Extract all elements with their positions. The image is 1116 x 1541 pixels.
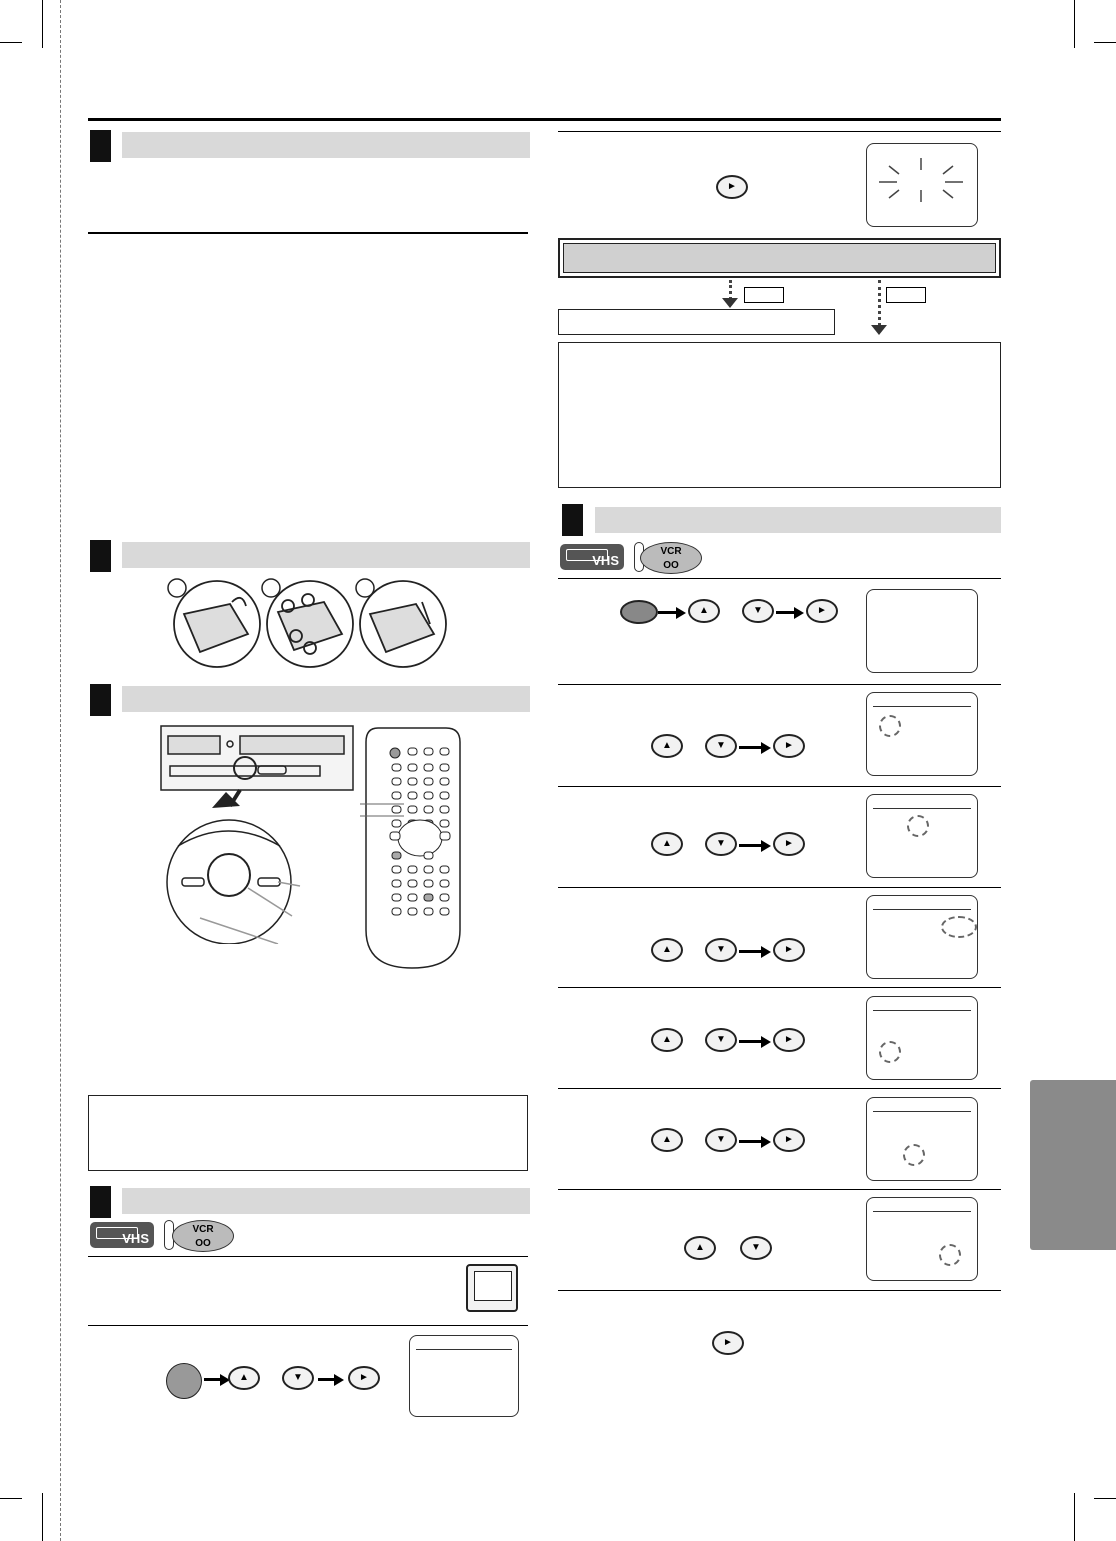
flow-label-left bbox=[744, 287, 784, 303]
battery-step-1 bbox=[172, 582, 182, 593]
tv-screen-menu bbox=[409, 1335, 519, 1417]
tv-screen-step6 bbox=[866, 1097, 978, 1181]
arrow-icon bbox=[739, 844, 763, 847]
step-divider-r1 bbox=[558, 578, 1001, 579]
section-bar-5 bbox=[595, 507, 1001, 533]
up-button[interactable]: ▲ bbox=[651, 832, 683, 856]
tv-screen-flashing bbox=[866, 143, 978, 227]
vcr-mode-icon bbox=[640, 542, 702, 574]
vcr-logo-sub: OO bbox=[195, 1238, 211, 1249]
up-button[interactable]: ▲ bbox=[651, 1028, 683, 1052]
step-divider-r6 bbox=[558, 1088, 1001, 1089]
flow-label-right bbox=[886, 287, 926, 303]
battery-illustration bbox=[160, 574, 460, 670]
flash-icon bbox=[903, 1144, 925, 1166]
fold-guide-line bbox=[60, 0, 61, 1541]
down-button[interactable]: ▼ bbox=[282, 1366, 314, 1390]
play-button[interactable]: ► bbox=[773, 734, 805, 758]
right-top-rule bbox=[558, 131, 1001, 132]
up-button[interactable]: ▲ bbox=[684, 1236, 716, 1260]
remote-control-illustration bbox=[360, 724, 464, 970]
section-bar-3 bbox=[122, 686, 530, 712]
flash-icon bbox=[941, 916, 977, 938]
flash-icon bbox=[907, 815, 929, 837]
step-divider-r2 bbox=[558, 684, 1001, 685]
vhs-logo bbox=[90, 1222, 154, 1248]
tv-screen-step2 bbox=[866, 692, 978, 776]
play-button[interactable]: ► bbox=[773, 1128, 805, 1152]
vhs-logo-text: VHS bbox=[122, 1231, 149, 1246]
play-button[interactable]: ► bbox=[773, 938, 805, 962]
arrow-icon bbox=[318, 1378, 336, 1381]
note-box bbox=[88, 1095, 528, 1171]
play-button[interactable]: ► bbox=[773, 1028, 805, 1052]
up-button[interactable]: ▲ bbox=[651, 938, 683, 962]
down-button[interactable]: ▼ bbox=[742, 599, 774, 623]
arrow-icon bbox=[739, 1040, 763, 1043]
tv-screen-step4 bbox=[866, 895, 978, 979]
down-button[interactable]: ▼ bbox=[705, 832, 737, 856]
crop-mark-tr-v bbox=[1074, 0, 1075, 48]
crop-mark-br-v bbox=[1074, 1493, 1075, 1541]
crop-mark-tl-v bbox=[42, 0, 43, 48]
play-button[interactable]: ► bbox=[806, 599, 838, 623]
vcr-logo-sub: OO bbox=[663, 560, 679, 571]
play-button[interactable]: ► bbox=[773, 832, 805, 856]
down-button[interactable]: ▼ bbox=[705, 734, 737, 758]
flow-detail-box bbox=[558, 342, 1001, 488]
flow-arrow-left bbox=[722, 298, 738, 308]
flow-arrow-right bbox=[871, 325, 887, 335]
battery-step-3 bbox=[360, 582, 370, 593]
vhs-logo bbox=[560, 544, 624, 570]
up-button[interactable]: ▲ bbox=[228, 1366, 260, 1390]
section-bar-4 bbox=[122, 1188, 530, 1214]
menu-button[interactable] bbox=[166, 1363, 202, 1399]
section-marker-5 bbox=[562, 504, 583, 536]
step-divider-r7 bbox=[558, 1189, 1001, 1190]
step-divider-r3 bbox=[558, 786, 1001, 787]
arrow-icon bbox=[658, 611, 678, 614]
arrow-icon bbox=[739, 746, 763, 749]
vcr-front-panel-illustration bbox=[160, 722, 356, 944]
tv-screen-step7 bbox=[866, 1197, 978, 1281]
flow-dotted-right bbox=[878, 280, 881, 326]
step-divider-l2 bbox=[88, 1325, 528, 1326]
crop-mark-bl-h bbox=[0, 1498, 22, 1499]
battery-step-2 bbox=[266, 582, 276, 593]
section-marker-1 bbox=[90, 130, 111, 162]
tv-screen-step3 bbox=[866, 794, 978, 878]
step-divider-l1 bbox=[88, 1256, 528, 1257]
vcr-logo-text: VCR bbox=[192, 1224, 214, 1235]
play-button[interactable]: ► bbox=[348, 1366, 380, 1390]
step-divider-r4 bbox=[558, 887, 1001, 888]
arrow-icon bbox=[739, 950, 763, 953]
arrow-icon bbox=[776, 611, 796, 614]
up-button[interactable]: ▲ bbox=[651, 1128, 683, 1152]
vhs-logo-text: VHS bbox=[592, 553, 619, 568]
down-button[interactable]: ▼ bbox=[705, 1028, 737, 1052]
flow-heading-box bbox=[558, 238, 1001, 278]
section-bar-1 bbox=[122, 132, 530, 158]
crop-mark-bl-v bbox=[42, 1493, 43, 1541]
arrow-icon bbox=[739, 1140, 763, 1143]
step-divider-r5 bbox=[558, 987, 1001, 988]
step-divider-r8 bbox=[558, 1290, 1001, 1291]
tv-icon bbox=[466, 1264, 518, 1312]
tv-screen-step1 bbox=[866, 589, 978, 673]
header-rule bbox=[88, 118, 1001, 121]
flash-icon bbox=[879, 1041, 901, 1063]
down-button[interactable]: ▼ bbox=[705, 1128, 737, 1152]
play-button-final[interactable]: ► bbox=[712, 1331, 744, 1355]
up-button[interactable]: ▲ bbox=[688, 599, 720, 623]
flash-icon bbox=[879, 715, 901, 737]
section-marker-4 bbox=[90, 1186, 111, 1218]
arrow-icon bbox=[204, 1378, 222, 1381]
section-marker-3 bbox=[90, 684, 111, 716]
vcr-logo-text: VCR bbox=[660, 546, 682, 557]
crop-mark-tr-h bbox=[1094, 42, 1116, 43]
section-marker-2 bbox=[90, 540, 111, 572]
flow-dotted-left bbox=[729, 280, 732, 300]
menu-button-oval[interactable] bbox=[620, 600, 658, 624]
crop-mark-br-h bbox=[1094, 1498, 1116, 1499]
down-button[interactable]: ▼ bbox=[705, 938, 737, 962]
play-button-top[interactable]: ► bbox=[716, 175, 748, 199]
section-1-divider bbox=[88, 232, 528, 234]
down-button[interactable]: ▼ bbox=[740, 1236, 772, 1260]
crop-mark-tl-h bbox=[0, 42, 22, 43]
section-bar-2 bbox=[122, 542, 530, 568]
vcr-mode-icon bbox=[172, 1220, 234, 1252]
flash-icon bbox=[939, 1244, 961, 1266]
flow-result-box bbox=[558, 309, 835, 335]
chapter-side-tab bbox=[1030, 1080, 1116, 1250]
tv-screen-step5 bbox=[866, 996, 978, 1080]
up-button[interactable]: ▲ bbox=[651, 734, 683, 758]
